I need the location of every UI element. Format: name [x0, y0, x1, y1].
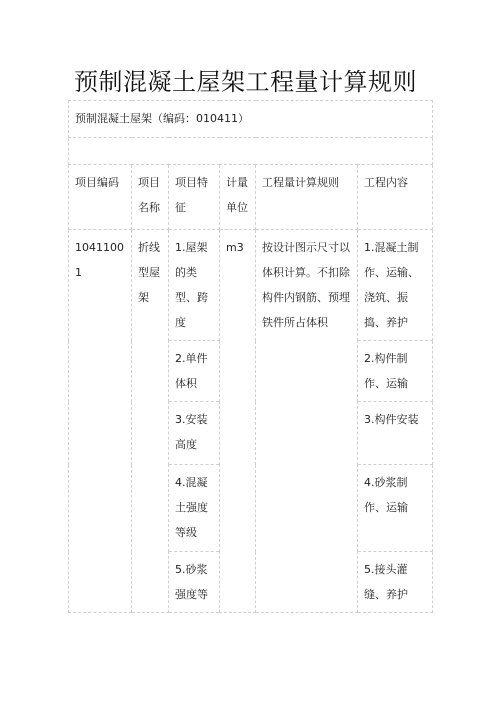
table-blank-row	[69, 138, 433, 165]
work-cell: 5.接头灌缝、养护	[358, 552, 433, 613]
rules-table	[68, 100, 433, 613]
feature-cell: 1.屋架的类型、跨度	[169, 230, 220, 341]
feature-cell: 4.混凝土强度等级	[169, 465, 220, 552]
work-cell: 1.混凝土制作、运输、浇筑、振捣、养护	[358, 230, 433, 341]
feature-cell: 3.安装高度	[169, 402, 220, 465]
header-code: 项目编码	[69, 165, 132, 230]
blank-cell	[69, 138, 433, 165]
header-rule: 工程量计算规则	[256, 165, 358, 230]
work-cell: 3.构件安装	[358, 402, 433, 465]
feature-cell: 2.单件体积	[169, 341, 220, 402]
header-name: 项目名称	[132, 165, 169, 230]
table-row	[69, 230, 433, 341]
table-caption: 预制混凝土屋架（编码：010411）	[69, 101, 433, 138]
item-rule: 按设计图示尺寸以体积计算。不扣除构件内钢筋、预埋铁件所占体积	[256, 230, 358, 613]
item-code: 10411001	[69, 230, 132, 613]
table-header-row	[69, 165, 433, 230]
item-unit: m3	[220, 230, 256, 613]
header-unit: 计量单位	[220, 165, 256, 230]
item-name: 折线型屋架	[132, 230, 169, 613]
header-work: 工程内容	[358, 165, 433, 230]
work-cell: 4.砂浆制作、运输	[358, 465, 433, 552]
page-title: 预制混凝土屋架工程量计算规则	[74, 68, 417, 96]
header-feature: 项目特征	[169, 165, 220, 230]
table-caption-row	[69, 101, 433, 138]
feature-cell: 5.砂浆强度等	[169, 552, 220, 613]
work-cell: 2.构件制作、运输	[358, 341, 433, 402]
